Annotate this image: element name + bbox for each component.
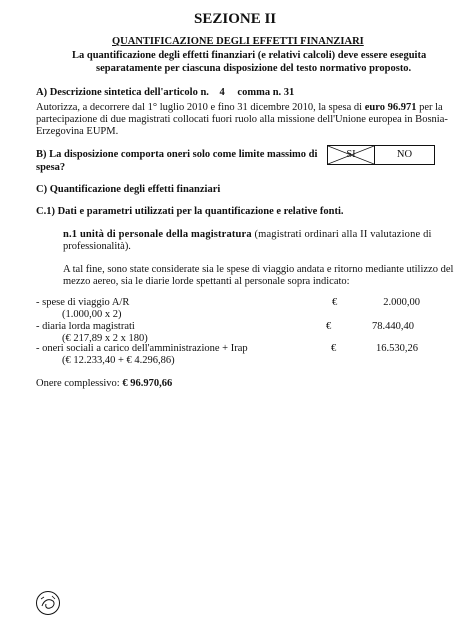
total-line [36,378,172,390]
yes-cell[interactable] [328,146,375,164]
article-number: 4 [219,87,225,98]
section-a-text-1c: per la [419,102,443,113]
section-a-text-1a: Autorizza, a decorrere dal 1° luglio 2010 e fino 31 dicembre 2010, la spesa di [36,102,363,113]
cost-currency-travel: € [332,297,338,308]
yes-no-box [327,145,435,165]
cost-detail-diaria: (€ 217,89 x 2 x 180) [62,333,148,344]
section-a-text-3: Erzegovina EUPM. [36,126,119,137]
cost-amount-travel: 2.000,00 [383,297,420,308]
paragraph-line-1: A tal fine, sono state considerate sia le spese di viaggio andata e ritorno mediante utilizzo del [63,264,454,275]
section-c-heading: C) Quantificazione degli effetti finanziari [36,184,221,195]
cost-label-travel: - spese di viaggio A/R [36,297,130,308]
cost-amount-oneri: 16.530,26 [376,343,418,354]
section-subtitle: QUANTIFICAZIONE DEGLI EFFETTI FINANZIARI [112,36,364,47]
cost-currency-oneri: € [331,343,337,354]
intro-line-2: separatamente per ciascuna disposizione del testo normativo proposto. [96,63,412,74]
cost-currency-diaria: € [326,321,332,332]
cost-label-diaria: - diaria lorda magistrati [36,321,135,332]
cost-detail-travel: (1.000,00 x 2) [62,309,122,320]
personnel-rest: (magistrati ordinari alla II valutazione di [254,229,432,240]
page-title: SEZIONE II [194,11,277,27]
section-c1-heading: C.1) Dati e parametri utilizzati per la quantificazione e relative fonti. [36,206,344,217]
cost-amount-diaria: 78.440,40 [372,321,414,332]
section-b-line-1: B) La disposizione comporta oneri solo come limite massimo di [36,149,318,160]
personnel-unit: n.1 unità di personale della magistratura [63,229,252,240]
total-value: € 96.970,66 [122,378,173,389]
no-cell[interactable] [375,146,434,164]
section-b-line-2: spesa? [36,162,66,173]
section-a-text-2: partecipazione di due magistrati collocati fuori ruolo alla missione dell'Unione europea in Bosnia- [36,114,448,125]
comma-label: comma n. [237,87,282,98]
paragraph-line-2: mezzo aereo, sia le diarie lorde spettanti al personale sopra indicato: [63,276,350,287]
intro-line-1: La quantificazione degli effetti finanziari (e relativi calcoli) deve essere eseguita [72,50,427,61]
section-a-label: A) Descrizione sintetica dell'articolo n. [36,87,209,98]
personnel-line-2: professionalità). [63,241,131,252]
personnel-line-1 [63,229,432,241]
comma-number: 31 [283,87,295,98]
yes-label: SI [346,149,356,160]
cost-label-oneri: - oneri sociali a carico dell'amministrazione + Irap [36,343,248,354]
section-a-heading [36,87,294,99]
total-label: Onere complessivo: [36,378,120,389]
section-a-amount: euro 96.971 [364,102,417,113]
section-a-text-1 [36,102,443,114]
cost-detail-oneri: (€ 12.233,40 + € 4.296,86) [62,355,175,366]
no-label: NO [396,149,413,160]
seal-stamp-icon [36,591,60,615]
